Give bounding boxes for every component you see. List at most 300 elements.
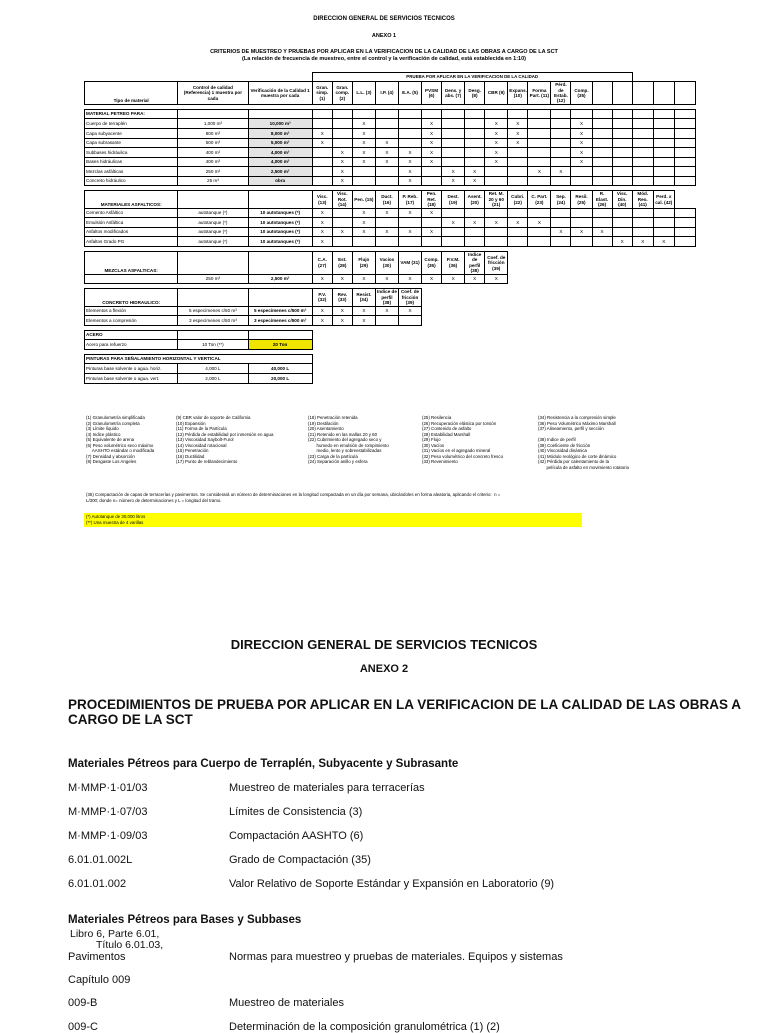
test-mark-cell (442, 128, 465, 138)
test-mark-cell (528, 208, 551, 218)
header-test-col: PVSM (6) (422, 82, 442, 105)
test-mark-cell: X (352, 148, 375, 158)
empty-cell (592, 109, 612, 119)
test-mark-cell: X (571, 157, 592, 167)
header-empty (632, 82, 653, 105)
test-mark-cell (571, 237, 592, 247)
test-mark-cell: X (508, 128, 528, 138)
test-mark-cell (551, 148, 571, 158)
test-mark-cell (465, 148, 485, 158)
asfalto-test-col: Resil. (25) (571, 191, 592, 208)
section-terraplen: Materiales Pétreos para Cuerpo de Terraplén, Subyacente y Subrasante (68, 758, 459, 770)
test-mark-cell: X (312, 316, 332, 326)
petreo-row (85, 119, 696, 129)
header-test-col: Gran. comp. (2) (332, 82, 352, 105)
legend-col-3: (18) Penetración retenida (19) Destilación (20) Asentamiento (21) Retenido en las mallas 20 y 60 (22) Cubrimiento del agregado seco y humedo en emulsión de rompimiento medio, lento y sobreestabilizadas (23) Carga de la partícula (24) Separación anillo y esfera (308, 415, 389, 464)
test-mark-cell (312, 157, 332, 167)
test-mark-cell (398, 128, 421, 138)
asfalto-test-col: R. Elast. (26) (592, 191, 612, 208)
test-mark-cell (612, 119, 632, 129)
empty-cell (508, 109, 528, 119)
test-mark-cell: X (528, 167, 551, 177)
empty-cell (178, 252, 248, 275)
section-mezclas: MEZCLAS ASFALTICAS: (85, 252, 178, 275)
asfalto-test-col: Perd. x cal. (42) (653, 191, 674, 208)
test-mark-cell: X (485, 274, 508, 284)
test-mark-cell (674, 237, 695, 247)
control-value: autotanque (*) (178, 208, 248, 218)
acero-row (85, 340, 696, 350)
footnote-highlight (84, 513, 582, 527)
header-test-col: Gran. simp. (1) (312, 82, 332, 105)
test-mark-cell (485, 237, 508, 247)
test-mark-cell (422, 237, 442, 247)
test-mark-cell: X (485, 119, 508, 129)
test-mark-cell (508, 148, 528, 158)
test-mark-cell (465, 157, 485, 167)
blank-cell (178, 73, 248, 82)
header-test-col: Pérd. de Estab. (12) (551, 82, 571, 105)
control-value: 400 m³ (178, 148, 248, 158)
header-empty (653, 82, 674, 105)
test-mark-cell: X (352, 218, 375, 228)
empty-cell (442, 109, 465, 119)
test-mark-cell: X (398, 157, 421, 167)
test-mark-cell: X (422, 274, 442, 284)
empty-cell (375, 109, 398, 119)
test-mark-cell (674, 208, 695, 218)
test-mark-cell: X (571, 119, 592, 129)
test-mark-cell (528, 157, 551, 167)
empty-cell (551, 109, 571, 119)
header-empty (612, 82, 632, 105)
test-mark-cell (312, 148, 332, 158)
test-mark-cell: X (375, 227, 398, 237)
test-mark-cell: X (352, 227, 375, 237)
test-mark-cell: X (442, 167, 465, 177)
verif-value: 4,000 m³ (248, 148, 312, 158)
mezcla-test-col: Coef. de fricción (39) (485, 252, 508, 275)
banner-row (85, 73, 696, 82)
procedure-code: 6.01.01.002L (68, 854, 133, 866)
empty-cell (178, 191, 248, 208)
test-mark-cell (674, 176, 695, 186)
verif-value: 10,000 m³ (248, 119, 312, 129)
section-bases: Materiales Pétreos para Bases y Subbases (68, 914, 302, 926)
verif-value: 5 especímenes c/500 m³ (248, 306, 312, 316)
test-mark-cell (528, 138, 551, 148)
empty-cell (312, 109, 332, 119)
verif-value: 40,000 L (248, 364, 312, 374)
test-mark-cell: X (508, 218, 528, 228)
asfalto-test-col: Ret. M. 20 y 60 (21) (485, 191, 508, 208)
test-mark-cell (375, 128, 398, 138)
empty-cell (248, 252, 312, 275)
concreto-test-col: Coef. de fricción (39) (398, 289, 421, 306)
anexo1-title: DIRECCION GENERAL DE SERVICIOS TECNICOS (313, 16, 455, 22)
test-mark-cell (332, 119, 352, 129)
test-mark-cell: X (592, 227, 612, 237)
test-mark-cell (632, 167, 653, 177)
test-mark-cell: X (485, 128, 508, 138)
test-mark-cell: X (571, 138, 592, 148)
verif-value: 3 especímenes c/500 m³ (248, 316, 312, 326)
test-mark-cell (674, 128, 695, 138)
petreo-row (85, 176, 696, 186)
test-mark-cell (508, 167, 528, 177)
test-mark-cell (592, 176, 612, 186)
test-mark-cell: X (465, 167, 485, 177)
test-mark-cell (422, 218, 442, 228)
empty-cell (653, 109, 674, 119)
concreto-test-col: Resist. (34) (352, 289, 375, 306)
mezcla-test-col: P.V.M. (36) (442, 252, 465, 275)
test-mark-cell (612, 167, 632, 177)
section-row (85, 330, 696, 340)
test-mark-cell (312, 167, 332, 177)
material-name: Pinturas base solvente o agua. vert. (85, 374, 178, 384)
test-mark-cell: X (312, 227, 332, 237)
test-mark-cell (442, 148, 465, 158)
test-mark-cell: X (422, 208, 442, 218)
test-mark-cell (551, 208, 571, 218)
test-mark-cell (653, 128, 674, 138)
header-control: Control de calidad (Referencia) 1 muestra por cada (178, 82, 248, 105)
test-mark-cell (442, 119, 465, 129)
anexo2-title: DIRECCION GENERAL DE SERVICIOS TECNICOS (230, 637, 538, 652)
blank-cell (85, 73, 178, 82)
test-mark-cell (398, 119, 421, 129)
test-mark-cell: X (632, 237, 653, 247)
test-mark-cell: X (422, 119, 442, 129)
test-mark-cell: X (398, 208, 421, 218)
test-mark-cell: X (551, 227, 571, 237)
test-mark-cell (592, 157, 612, 167)
test-mark-cell: X (422, 157, 442, 167)
test-mark-cell: X (312, 218, 332, 228)
libro-label: Libro 6, Parte 6.01, (70, 928, 160, 940)
test-mark-cell: X (332, 148, 352, 158)
test-mark-cell (442, 237, 465, 247)
test-mark-cell: X (485, 218, 508, 228)
test-mark-cell (508, 227, 528, 237)
section-row (85, 354, 696, 364)
test-mark-cell (571, 167, 592, 177)
table-banner: PRUEBA POR APLICAR EN LA VERIFICACION DE LA CALIDAD (312, 73, 632, 82)
procedure-description: Determinación de la composición granulométrica (1) (2) (229, 1021, 500, 1033)
test-mark-cell (612, 157, 632, 167)
test-mark-cell (398, 138, 421, 148)
empty-cell (398, 109, 421, 119)
asfalto-test-col: Visc. Din. (40) (612, 191, 632, 208)
empty-cell (178, 289, 248, 306)
verif-value: 2,500 m³ (248, 167, 312, 177)
empty-cell (332, 109, 352, 119)
test-mark-cell (592, 148, 612, 158)
test-mark-cell: X (442, 176, 465, 186)
material-name: Asfaltos Grado PG (85, 237, 178, 247)
test-mark-cell: X (485, 157, 508, 167)
control-value: 250 m³ (178, 274, 248, 284)
test-mark-cell (551, 128, 571, 138)
titulo-label: Título 6.01.03, (96, 939, 164, 951)
verif-value: 8,000 m³ (248, 128, 312, 138)
test-mark-cell: X (398, 306, 421, 316)
test-mark-cell (612, 128, 632, 138)
test-mark-cell (485, 227, 508, 237)
test-mark-cell (508, 176, 528, 186)
material-name: Mezclas asfálticas (85, 167, 178, 177)
test-mark-cell (653, 148, 674, 158)
asfalto-test-col: Dest. (19) (442, 191, 465, 208)
test-mark-cell (592, 128, 612, 138)
header-verificacion: Verificación de la Calidad 1 muestra por cada (248, 82, 312, 105)
test-mark-cell (352, 237, 375, 247)
concreto-row (85, 306, 696, 316)
procedure-description: Grado de Compactación (35) (229, 854, 371, 866)
control-value: 400 m³ (178, 157, 248, 167)
legend-col-2: (9) CBR valor de soporte de California (10) Expansión (11) Forma de la Partícula (12) Pérdida de estabilidad por inmersión en agua (13) Viscosidad Saybolt-Furol (14) Viscosidad rotacional (15) Penetración (16) Ductilidad (17) Punto de reblandecimiento (176, 415, 274, 464)
procedure-code: M·MMP·1·01/03 (68, 782, 148, 794)
asfaltico-row (85, 218, 696, 228)
material-name: Subbases hidráulica (85, 148, 178, 158)
petreo-row (85, 167, 696, 177)
test-mark-cell: X (375, 274, 398, 284)
test-mark-cell (422, 176, 442, 186)
test-mark-cell (375, 316, 398, 326)
test-mark-cell: X (375, 148, 398, 158)
empty-cell (178, 330, 248, 340)
procedure-code: M·MMP·1·07/03 (68, 806, 148, 818)
mezcla-test-col: VAM (31) (398, 252, 421, 275)
control-value: 3 especímenes c/50 m³ (178, 316, 248, 326)
test-mark-cell (442, 208, 465, 218)
test-mark-cell (632, 119, 653, 129)
test-mark-cell: X (375, 208, 398, 218)
section-petreo: MATERIAL PETREO PARA: (85, 109, 178, 119)
control-value: autotanque (*) (178, 237, 248, 247)
material-name: Bases hidráulicas (85, 157, 178, 167)
asfalto-test-col: Asent. (20) (465, 191, 485, 208)
control-value: 2,000 L (178, 374, 248, 384)
asfalto-test-col: Mód. Reo. (41) (632, 191, 653, 208)
empty-cell (528, 109, 551, 119)
header-test-col: Forma Part. (11) (528, 82, 551, 105)
test-mark-cell (485, 167, 508, 177)
verif-value: 10 autotanques (*) (248, 218, 312, 228)
test-mark-cell (653, 208, 674, 218)
procedure-description: Límites de Consistencia (3) (229, 806, 363, 818)
procedure-description: Valor Relativo de Soporte Estándar y Expansión en Laboratorio (9) (229, 878, 555, 890)
section-row (85, 109, 696, 119)
section-pinturas: PINTURAS PARA SEÑALAMIENTO HORIZONTAL Y VERTICAL (85, 354, 313, 364)
verif-value: 10 autotanques (*) (248, 208, 312, 218)
test-mark-cell (528, 227, 551, 237)
blank-cell (653, 73, 674, 82)
test-mark-cell (398, 316, 421, 326)
test-mark-cell (508, 208, 528, 218)
criteria-subtitle: (La relación de frecuencia de muestreo, entre el control y la verificación de calidad, está establecida en 1:10) (242, 56, 526, 62)
test-mark-cell (528, 148, 551, 158)
test-mark-cell: X (653, 237, 674, 247)
test-mark-cell: X (332, 227, 352, 237)
test-mark-cell (653, 119, 674, 129)
material-name: Elementos a flexión (85, 306, 178, 316)
control-value: 5 especímenes c/50 m³ (178, 306, 248, 316)
mezcla-test-col: C.A. (27) (312, 252, 332, 275)
test-mark-cell (674, 218, 695, 228)
test-mark-cell (571, 208, 592, 218)
mezcla-test-col: Est. (28) (332, 252, 352, 275)
test-mark-cell (465, 227, 485, 237)
concreto-test-col: Rev. (33) (332, 289, 352, 306)
test-mark-cell: X (332, 167, 352, 177)
test-mark-cell (632, 227, 653, 237)
empty-cell (422, 109, 442, 119)
test-mark-cell (632, 218, 653, 228)
mezcla-test-col: Flujo (29) (352, 252, 375, 275)
test-mark-cell: X (422, 148, 442, 158)
asfalto-test-col: Pen. Ret. (18) (422, 191, 442, 208)
test-mark-cell (332, 128, 352, 138)
test-mark-cell (528, 176, 551, 186)
test-mark-cell: X (352, 157, 375, 167)
header-empty (674, 82, 695, 105)
empty-cell (485, 109, 508, 119)
header-test-col: E.A. (5) (398, 82, 421, 105)
concreto-header-row (85, 289, 696, 306)
test-mark-cell (508, 237, 528, 247)
test-mark-cell: X (332, 306, 352, 316)
control-value: autotanque (*) (178, 227, 248, 237)
test-mark-cell: X (528, 218, 551, 228)
test-mark-cell: X (332, 274, 352, 284)
section-concreto: CONCRETO HIDRAULICO: (85, 289, 178, 306)
capitulo-label: Capítulo 009 (68, 974, 131, 986)
test-mark-cell (592, 167, 612, 177)
material-name: Acero para refuerzo (85, 340, 178, 350)
test-mark-cell: X (465, 176, 485, 186)
blank-cell (674, 73, 695, 82)
petreo-row (85, 157, 696, 167)
test-mark-cell: X (422, 227, 442, 237)
test-mark-cell: X (375, 157, 398, 167)
test-mark-cell: X (508, 138, 528, 148)
test-mark-cell: X (332, 157, 352, 167)
test-mark-cell (653, 167, 674, 177)
control-value: autotanque (*) (178, 218, 248, 228)
petreo-row (85, 148, 696, 158)
procedure-code: 009-B (68, 997, 98, 1009)
test-mark-cell: X (422, 128, 442, 138)
test-mark-cell (332, 237, 352, 247)
material-name (85, 274, 178, 284)
empty-cell (674, 109, 695, 119)
test-mark-cell (465, 128, 485, 138)
test-mark-cell: X (571, 128, 592, 138)
test-mark-cell (508, 157, 528, 167)
pavimentos-desc: Normas para muestreo y pruebas de materiales. Equipos y sistemas (229, 951, 563, 963)
test-mark-cell: X (332, 176, 352, 186)
concreto-test-col: Indice de perfil (38) (376, 289, 397, 306)
header-test-col: L.L. (3) (352, 82, 375, 105)
control-value: 500 m³ (178, 138, 248, 148)
empty-cell (612, 109, 632, 119)
material-name: Pinturas base solvente o agua. horiz. (85, 364, 178, 374)
mezcla-row (85, 274, 696, 284)
material-name: Asfaltos modificados (85, 227, 178, 237)
test-mark-cell (632, 157, 653, 167)
empty-cell (465, 109, 485, 119)
test-mark-cell: X (312, 208, 332, 218)
asfalto-test-col: Sep. (24) (551, 191, 571, 208)
blank-cell (248, 73, 312, 82)
test-mark-cell: X (312, 237, 332, 247)
asfalto-test-col: Visc. Rot. (14) (332, 191, 352, 208)
verif-value: 10 autotanques (*) (248, 237, 312, 247)
test-mark-cell (551, 218, 571, 228)
section-asfalticos: MATERIALES ASFALTICOS: (85, 191, 178, 208)
test-mark-cell (612, 176, 632, 186)
legend-col-1: (1) Granulometría simplificada (2) Granulometría completa (3) Límite líquido (4) Indice plástico (5) Equivalente de arena (6) Peso volumétrico seco máximo AASHTO estándar o modificada (7) Densidad y absorción (8) Desgaste Los Angeles (86, 415, 155, 464)
test-mark-cell: X (352, 138, 375, 148)
test-mark-cell (352, 167, 375, 177)
test-mark-cell (551, 157, 571, 167)
test-mark-cell (398, 218, 421, 228)
mezcla-test-col: Vacíos (30) (375, 252, 398, 275)
test-mark-cell (653, 218, 674, 228)
test-mark-cell (592, 119, 612, 129)
test-mark-cell: X (571, 227, 592, 237)
test-mark-cell (571, 176, 592, 186)
test-mark-cell (592, 138, 612, 148)
test-mark-cell (422, 167, 442, 177)
test-mark-cell (632, 208, 653, 218)
concreto-row (85, 316, 696, 326)
test-mark-cell: X (551, 167, 571, 177)
verif-value: obra (248, 176, 312, 186)
test-mark-cell (465, 138, 485, 148)
test-mark-cell (674, 138, 695, 148)
test-mark-cell: X (352, 274, 375, 284)
material-name: Cuerpo de terraplén (85, 119, 178, 129)
control-value: 250 m³ (178, 167, 248, 177)
procedure-code: 009-C (68, 1021, 98, 1033)
test-mark-cell (612, 218, 632, 228)
test-mark-cell (465, 237, 485, 247)
legend-col-4: (25) Resilencia (26) Recuperación elástica por torsión (27) Contenido de asfalto (28) Estabilidad Marshall (29) Flujo (30) Vacíos (31) Vacíos en el agregado mineral (32) Peso volumétrico del concreto fresco (33) Revenimiento (422, 415, 504, 464)
test-mark-cell (352, 176, 375, 186)
test-mark-cell (653, 176, 674, 186)
note-35: (35) Compactación de capas de terracerías y pavimentos. Se considerará un número de determinaciones en la longitud compactada en un día por semana, ubicándoles en forma aleatoria, aplicando el criterio: n = L/300; donde n= número de determinaciones y L = longitud del tramo. (86, 492, 501, 503)
petreo-row (85, 128, 696, 138)
test-mark-cell (551, 176, 571, 186)
test-mark-cell (465, 119, 485, 129)
empty-cell (178, 109, 248, 119)
test-mark-cell: X (352, 128, 375, 138)
test-mark-cell (592, 208, 612, 218)
header-test-col: I.P. (4) (375, 82, 398, 105)
test-mark-cell (442, 227, 465, 237)
footnotes: (*) Autotanque de 30,000 litros (**) Una muestra de 4 varillas (86, 514, 146, 525)
asfaltico-row (85, 208, 696, 218)
mezcla-test-col: Comp. (35) (422, 252, 442, 275)
mezclas-header-row (85, 252, 696, 275)
test-mark-cell (674, 227, 695, 237)
test-mark-cell: X (442, 274, 465, 284)
procedure-code: 6.01.01.002 (68, 878, 127, 890)
pintura-row (85, 374, 696, 384)
